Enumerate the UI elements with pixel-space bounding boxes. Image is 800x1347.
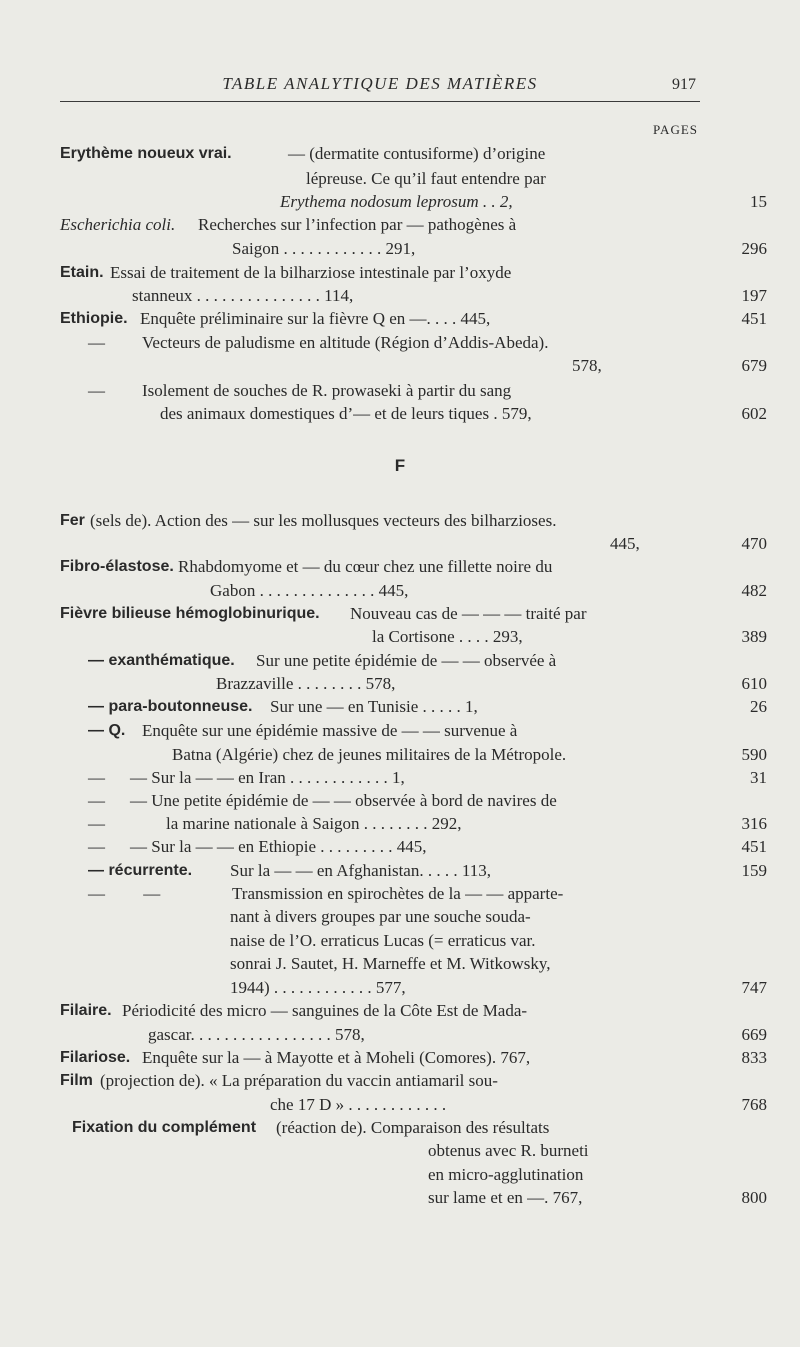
entry-heading: Fibro-élastose. — [60, 558, 174, 575]
entry-text: Sur la — — en Afghanistan. . . . . 113, — [230, 861, 491, 880]
entry-heading: Ethiopie. — [60, 310, 128, 327]
entry-heading: Filariose. — [60, 1049, 131, 1066]
running-header — [60, 74, 700, 100]
entry-heading: Etain. — [60, 264, 104, 281]
entry-heading: — para-boutonneuse. — [88, 698, 253, 715]
header-title: TABLE ANALYTIQUE DES MATIÈRES — [222, 74, 538, 93]
entry-text: (sels de). Action des — sur les mollusques vecteurs des bilharzioses. — [90, 511, 557, 530]
entry-dash: — — [88, 333, 105, 352]
entry-text: — (dermatite contusiforme) d’origine — [288, 144, 546, 163]
entry-text: — Sur la — — en Ethiopie . . . . . . . . . 445, — [130, 837, 427, 856]
entry-text: Transmission en spirochètes de la — — apparte- — [232, 884, 564, 903]
entry-dash: — — — [88, 884, 161, 903]
page-ref: 389 — [741, 627, 767, 646]
entry-text: Sur une — en Tunisie . . . . . 1, — [270, 697, 478, 716]
entry-text: (projection de). « La préparation du vaccin antiamaril sou- — [100, 1071, 498, 1090]
entry-text: Sur une petite épidémie de — — observée à — [256, 651, 557, 670]
entry-text: en micro-agglutination — [428, 1165, 584, 1184]
entry-text: — Sur la — — en Iran . . . . . . . . . . . . 1, — [130, 768, 405, 787]
page-ref: 482 — [741, 581, 767, 600]
page-ref: 800 — [741, 1188, 767, 1207]
entry-heading: Erythème noueux vrai. — [60, 145, 232, 162]
page-ref: 451 — [741, 309, 767, 328]
entry-text: Enquête préliminaire sur la fièvre Q en —. . . . 445, — [140, 309, 491, 328]
page-ref: 197 — [741, 286, 767, 305]
entry-text: Recherches sur l’infection par — pathogènes à — [198, 215, 517, 234]
pages-column-label: PAGES — [653, 122, 698, 137]
entry-text: naise de l’O. erraticus Lucas (= erraticus var. — [230, 931, 536, 950]
page-ref: 31 — [750, 768, 767, 787]
entry-dash: — — [88, 837, 105, 856]
entry-text: Batna (Algérie) chez de jeunes militaires de la Métropole. — [172, 745, 567, 764]
page-ref: 747 — [741, 978, 767, 997]
entry-heading: — exanthématique. — [88, 652, 235, 669]
entry-text: Nouveau cas de — — — traité par — [350, 604, 587, 623]
section-letter: F — [394, 456, 406, 475]
entry-text: (réaction de). Comparaison des résultats — [276, 1118, 550, 1137]
entry-dash: — — [88, 381, 105, 400]
entry-dash: — — [88, 814, 105, 833]
page-number: 917 — [672, 76, 696, 93]
entry-heading: Film — [60, 1072, 93, 1089]
entry-text: la Cortisone . . . . 293, — [372, 627, 523, 646]
entry-text: Isolement de souches de R. prowaseki à partir du sang — [142, 381, 512, 400]
entry-text: Rhabdomyome et — du cœur chez une fillette noire du — [178, 557, 553, 576]
page-ref: 470 — [741, 534, 767, 553]
entry-text: stanneux . . . . . . . . . . . . . . . 114, — [132, 286, 354, 305]
entry-text: Enquête sur la — à Mayotte et à Moheli (Comores). 767, — [142, 1048, 531, 1067]
page-ref: 15 — [750, 192, 767, 211]
page-ref: 316 — [741, 814, 767, 833]
entry-dash: — — [88, 768, 105, 787]
page-ref: 296 — [741, 239, 767, 258]
page-ref: 768 — [741, 1095, 767, 1114]
page-ref: 590 — [741, 745, 767, 764]
entry-text: sur lame et en —. 767, — [428, 1188, 583, 1207]
entry-text: Saigon . . . . . . . . . . . . 291, — [232, 239, 416, 258]
entry-heading: Fixation du complément — [72, 1119, 257, 1136]
entry-heading: Filaire. — [60, 1002, 112, 1019]
page-ref: 669 — [741, 1025, 767, 1044]
entry-text: Enquête sur une épidémie massive de — — survenue à — [142, 721, 518, 740]
entry-text: nant à divers groupes par une souche souda- — [230, 907, 531, 926]
page-ref: 451 — [741, 837, 767, 856]
entry-text: 1944) . . . . . . . . . . . . 577, — [230, 978, 406, 997]
entry-text: Essai de traitement de la bilharziose intestinale par l’oxyde — [110, 263, 512, 282]
entry-heading: — récurrente. — [88, 862, 193, 879]
entry-text: sonrai J. Sautet, H. Marneffe et M. Witkowsky, — [230, 954, 551, 973]
page-ref: 833 — [741, 1048, 767, 1067]
page-ref: 26 — [750, 697, 767, 716]
page-ref: 602 — [741, 404, 767, 423]
entry-text: lépreuse. Ce qu’il faut entendre par — [306, 169, 546, 188]
entry-text: — Une petite épidémie de — — observée à bord de navires de — [130, 791, 557, 810]
page-ref: 610 — [741, 674, 767, 693]
entry-text: Erythema nodosum leprosum . . 2, — [280, 192, 513, 211]
page-ref: 679 — [741, 356, 767, 375]
entry-heading: — Q. — [88, 722, 126, 739]
entry-text: des animaux domestiques d’— et de leurs tiques . 579, — [160, 404, 532, 423]
entry-text: che 17 D » . . . . . . . . . . . . — [270, 1095, 447, 1114]
entry-text: gascar. . . . . . . . . . . . . . . . . 578, — [148, 1025, 365, 1044]
entry-text: 445, — [610, 534, 640, 553]
entry-text: Vecteurs de paludisme en altitude (Région d’Addis-Abeda). — [142, 333, 549, 352]
entry-heading: Escherichia coli. — [60, 215, 176, 234]
entry-text: la marine nationale à Saigon . . . . . . . . 292, — [166, 814, 462, 833]
entry-dash: — — [88, 791, 105, 810]
entry-text: Périodicité des micro — sanguines de la Côte Est de Mada- — [122, 1001, 528, 1020]
page-ref: 159 — [741, 861, 767, 880]
entry-text: Gabon . . . . . . . . . . . . . . 445, — [210, 581, 409, 600]
entry-text: obtenus avec R. burneti — [428, 1141, 589, 1160]
header-rule — [60, 101, 700, 102]
entry-text: 578, — [572, 356, 602, 375]
entry-heading: Fièvre bilieuse hémoglobinurique. — [60, 605, 320, 622]
entry-heading: Fer — [60, 512, 85, 529]
entry-text: Brazzaville . . . . . . . . 578, — [216, 674, 396, 693]
